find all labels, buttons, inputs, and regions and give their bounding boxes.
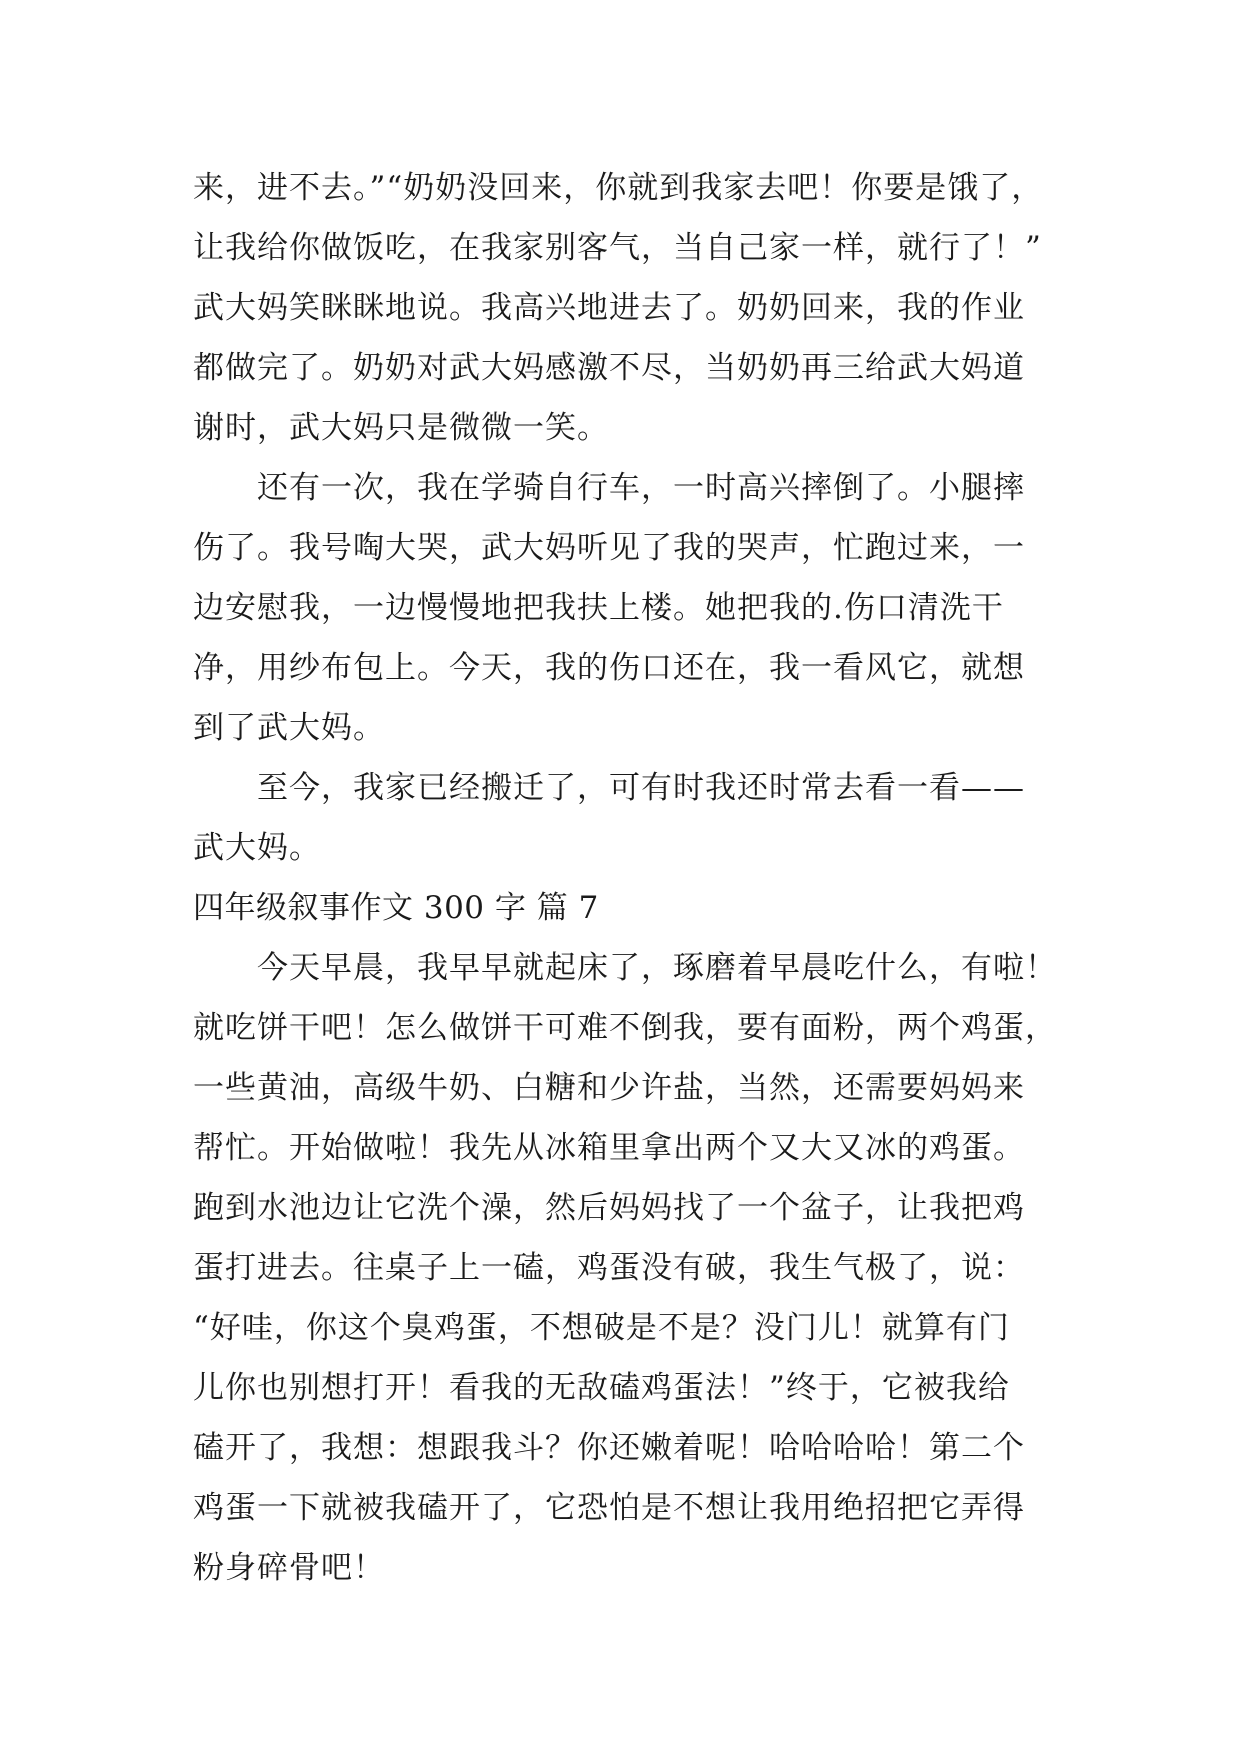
text-line: 都做完了。奶奶对武大妈感激不尽，当奶奶再三给武大妈道: [193, 350, 1025, 386]
text-line: 鸡蛋一下就被我磕开了，它恐怕是不想让我用绝招把它弄得: [193, 1490, 1025, 1526]
document-body: [193, 158, 1073, 1598]
text-line: 一些黄油，高级牛奶、白糖和少许盐，当然，还需要妈妈来: [193, 1070, 1025, 1106]
text-line: 来，进不去。”“奶奶没回来，你就到我家去吧！你要是饿了，: [193, 170, 1044, 206]
text-line: 还有一次，我在学骑自行车，一时高兴摔倒了。小腿摔: [193, 470, 1025, 506]
text-line: 就吃饼干吧！怎么做饼干可难不倒我，要有面粉，两个鸡蛋，: [193, 1010, 1057, 1046]
text-line: 帮忙。开始做啦！我先从冰箱里拿出两个又大又冰的鸡蛋。: [193, 1130, 1025, 1166]
text-line: 儿你也别想打开！看我的无敌磕鸡蛋法！”终于，它被我给: [193, 1370, 1010, 1406]
text-line: 跑到水池边让它洗个澡，然后妈妈找了一个盆子，让我把鸡: [193, 1190, 1025, 1226]
text-line: 至今，我家已经搬迁了，可有时我还时常去看一看——: [193, 770, 1025, 806]
text-line: 净，用纱布包上。今天，我的伤口还在，我一看风它，就想: [193, 650, 1025, 686]
text-line: 武大妈。: [193, 830, 321, 866]
text-line: 磕开了，我想：想跟我斗？你还嫩着呢！哈哈哈哈！第二个: [193, 1430, 1025, 1466]
text-line: 粉身碎骨吧！: [193, 1550, 385, 1586]
text-line: 今天早晨，我早早就起床了，琢磨着早晨吃什么，有啦！: [193, 950, 1057, 986]
text-line: 谢时，武大妈只是微微一笑。: [193, 410, 609, 446]
text-line: 到了武大妈。: [193, 710, 385, 746]
section-heading: 四年级叙事作文 300 字 篇 7: [193, 890, 599, 926]
text-line: 让我给你做饭吃，在我家别客气，当自己家一样，就行了！”: [193, 230, 1042, 266]
text-line: 蛋打进去。往桌子上一磕，鸡蛋没有破，我生气极了，说：: [193, 1250, 1025, 1286]
text-line: 边安慰我，一边慢慢地把我扶上楼。她把我的.伤口清洗干: [193, 590, 1004, 626]
text-line: 武大妈笑眯眯地说。我高兴地进去了。奶奶回来，我的作业: [193, 290, 1025, 326]
text-line: 伤了。我号啕大哭，武大妈听见了我的哭声，忙跑过来，一: [193, 530, 1025, 566]
text-line: “好哇，你这个臭鸡蛋，不想破是不是？没门儿！就算有门: [193, 1310, 1010, 1346]
